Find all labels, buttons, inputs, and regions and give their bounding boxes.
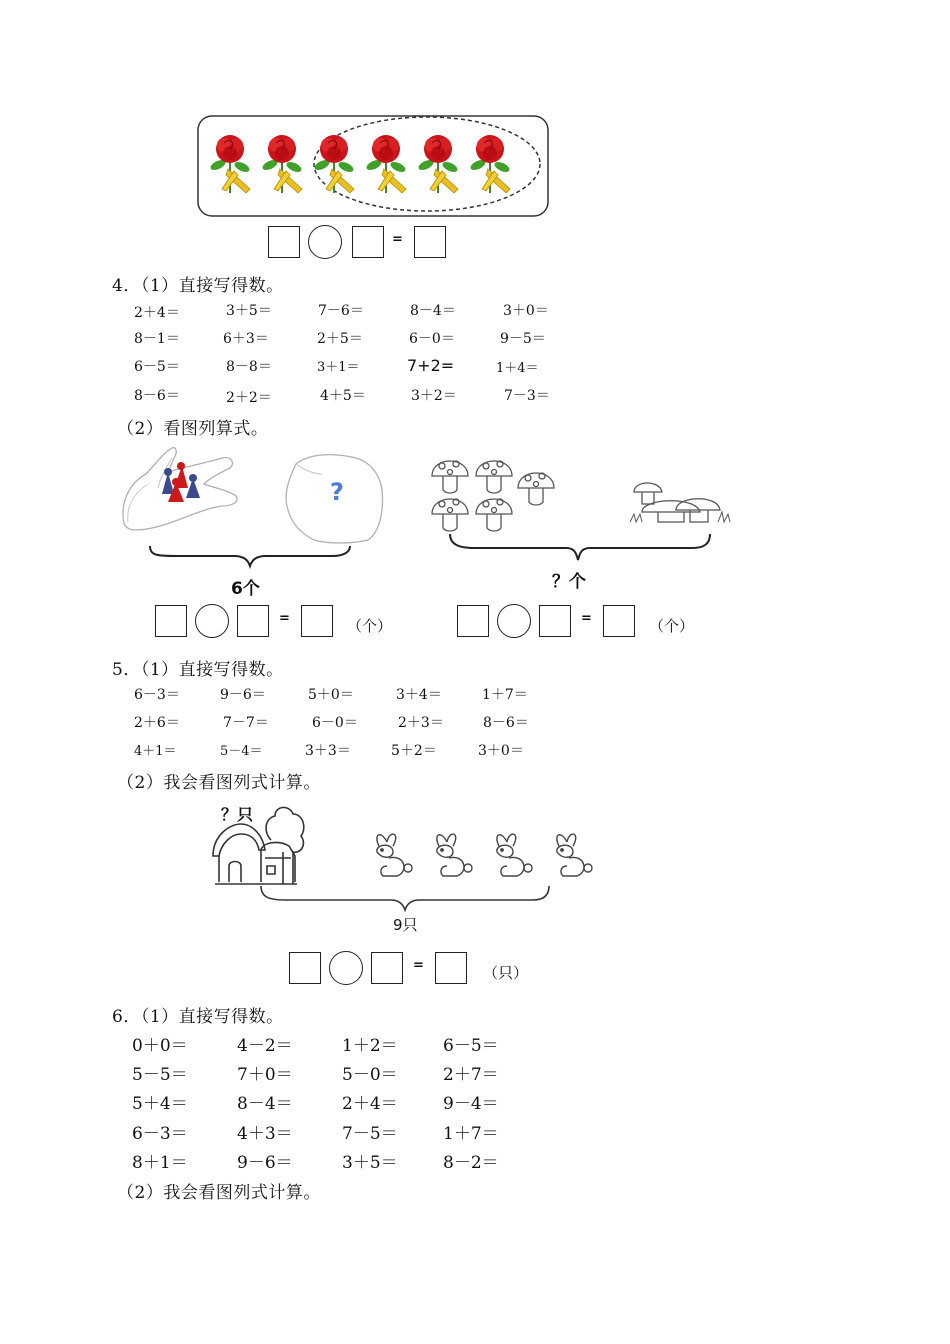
- q6-problem: 9－4＝: [443, 1094, 499, 1114]
- q4-problem: 3＋0＝: [503, 303, 549, 319]
- q6-problem: 5－0＝: [342, 1065, 398, 1085]
- equals-sign: =: [581, 611, 592, 626]
- q5-problem: 6－3＝: [134, 687, 180, 703]
- unit-label: （只）: [483, 964, 529, 982]
- q5-title: 5．（1）直接写得数。: [112, 660, 284, 680]
- question-mark: ?: [330, 478, 344, 506]
- q4-problem: 8－1＝: [134, 331, 180, 347]
- q5-problem: 3＋0＝: [478, 743, 524, 759]
- answer-box[interactable]: [155, 605, 187, 637]
- flower-picture: [197, 115, 549, 217]
- q5-problem: 9－6＝: [220, 687, 266, 703]
- equals-sign: =: [413, 958, 424, 973]
- unit-label: （个）: [347, 617, 393, 635]
- rose-flower: [209, 135, 251, 193]
- q5-problem: 7－7＝: [223, 715, 269, 731]
- rose-flower: [261, 135, 303, 193]
- q5-problem: 6－0＝: [312, 715, 358, 731]
- q6-problem: 6－3＝: [132, 1124, 188, 1144]
- rabbits-total-label: 9只: [393, 916, 418, 934]
- q4-problem: 2＋2＝: [226, 390, 272, 406]
- q5-problem: 2＋6＝: [134, 715, 180, 731]
- q6-problem: 9－6＝: [237, 1153, 293, 1173]
- q4-problem: 8－4＝: [410, 303, 456, 319]
- answer-box[interactable]: [301, 605, 333, 637]
- q4-problem: 8－8＝: [226, 359, 272, 375]
- q6-problem: 8－4＝: [237, 1094, 293, 1114]
- q4-problem: 6－5＝: [134, 359, 180, 375]
- q6-problem: 5＋4＝: [132, 1094, 188, 1114]
- operator-circle[interactable]: [329, 951, 363, 985]
- operator-circle[interactable]: [195, 604, 229, 638]
- mushrooms-total-label: ？个: [552, 572, 586, 592]
- q6-problem: 1＋7＝: [443, 1124, 499, 1144]
- answer-box[interactable]: [371, 952, 403, 984]
- answer-box[interactable]: [457, 605, 489, 637]
- rabbit: [557, 834, 592, 876]
- rabbits-equation: [289, 951, 549, 987]
- mushrooms-equation: [457, 604, 707, 640]
- rabbits-picture: [205, 800, 605, 912]
- q4-problem: 4＋5＝: [320, 388, 366, 404]
- q4-problem: 3＋1＝: [317, 360, 360, 375]
- q6-part2-title: （2）我会看图列式计算。: [117, 1183, 321, 1203]
- q6-problem: 3＋5＝: [342, 1153, 398, 1173]
- rose-flower: [469, 135, 511, 193]
- rabbits-illustration: [205, 800, 605, 912]
- q6-problem: 4－2＝: [237, 1036, 293, 1056]
- q6-problem: 1＋2＝: [342, 1036, 398, 1056]
- q4-problem: 7－3＝: [504, 388, 550, 404]
- equals-sign: =: [392, 232, 403, 247]
- answer-box[interactable]: [435, 952, 467, 984]
- q4-problem: 2＋4＝: [134, 305, 180, 321]
- rose-flower: [313, 135, 355, 193]
- mushroom: [518, 473, 554, 505]
- q5-problem: 1＋7＝: [482, 687, 528, 703]
- mushroom: [476, 461, 512, 493]
- unit-label: （个）: [649, 617, 695, 635]
- q5-problem: 8－6＝: [483, 715, 529, 731]
- q4-part2-title: （2）看图列算式。: [117, 419, 269, 439]
- q5-problem: 5＋0＝: [308, 687, 354, 703]
- q4-problem: 9－5＝: [500, 331, 546, 347]
- hands-total-label: 6个: [231, 579, 260, 599]
- answer-box[interactable]: [268, 226, 300, 258]
- answer-box[interactable]: [237, 605, 269, 637]
- q4-problem: 8－6＝: [134, 388, 180, 404]
- rose-flower: [365, 135, 407, 193]
- q6-problem: 0＋0＝: [132, 1036, 188, 1056]
- rabbits-question-label: ？只: [221, 805, 254, 824]
- rabbit: [377, 834, 412, 876]
- q6-problem: 2＋7＝: [443, 1065, 499, 1085]
- q6-problem: 7＋0＝: [237, 1065, 293, 1085]
- q6-problem: 6－5＝: [443, 1036, 499, 1056]
- rabbit: [437, 834, 472, 876]
- q4-problem: 7－6＝: [318, 303, 364, 319]
- q5-problem: 2＋3＝: [398, 715, 444, 731]
- rose-flower: [417, 135, 459, 193]
- q6-problem: 7－5＝: [342, 1124, 398, 1144]
- answer-box[interactable]: [414, 226, 446, 258]
- rabbit: [497, 834, 532, 876]
- flower-equation: [268, 225, 458, 261]
- q5-problem: 3＋4＝: [396, 687, 442, 703]
- q5-part2-title: （2）我会看图列式计算。: [117, 773, 321, 793]
- answer-box[interactable]: [289, 952, 321, 984]
- answer-box[interactable]: [603, 605, 635, 637]
- answer-box[interactable]: [539, 605, 571, 637]
- q4-problem: 3＋2＝: [411, 388, 457, 404]
- mushrooms-illustration: [428, 452, 738, 564]
- q6-problem: 8－2＝: [443, 1153, 499, 1173]
- q6-problem: 8＋1＝: [132, 1153, 188, 1173]
- equals-sign: =: [279, 611, 290, 626]
- operator-circle[interactable]: [308, 225, 342, 259]
- q6-title: 6．（1）直接写得数。: [112, 1007, 284, 1027]
- mushrooms-picture: [428, 452, 738, 564]
- q5-problem: 3＋3＝: [305, 743, 351, 759]
- q4-problem: 7+2=: [407, 356, 455, 375]
- answer-box[interactable]: [352, 226, 384, 258]
- mushroom: [432, 461, 468, 493]
- q4-problem: 6－0＝: [409, 331, 455, 347]
- q6-problem: 4＋3＝: [237, 1124, 293, 1144]
- mushroom: [476, 499, 512, 531]
- q4-problem: 3＋5＝: [226, 303, 272, 319]
- q6-problem: 5－5＝: [132, 1065, 188, 1085]
- q4-problem: 2＋5＝: [317, 331, 363, 347]
- q5-problem: 4＋1＝: [134, 744, 177, 759]
- q6-problem: 2＋4＝: [342, 1094, 398, 1114]
- q4-problem: 1＋4＝: [496, 361, 539, 376]
- mushroom: [432, 499, 468, 531]
- q4-problem: 6＋3＝: [223, 331, 269, 347]
- hands-equation: [155, 604, 405, 640]
- q5-problem: 5－4＝: [220, 744, 263, 759]
- operator-circle[interactable]: [497, 604, 531, 638]
- flower-illustration: [197, 115, 549, 217]
- q4-title: 4．（1）直接写得数。: [112, 276, 284, 296]
- q5-problem: 5＋2＝: [391, 743, 437, 759]
